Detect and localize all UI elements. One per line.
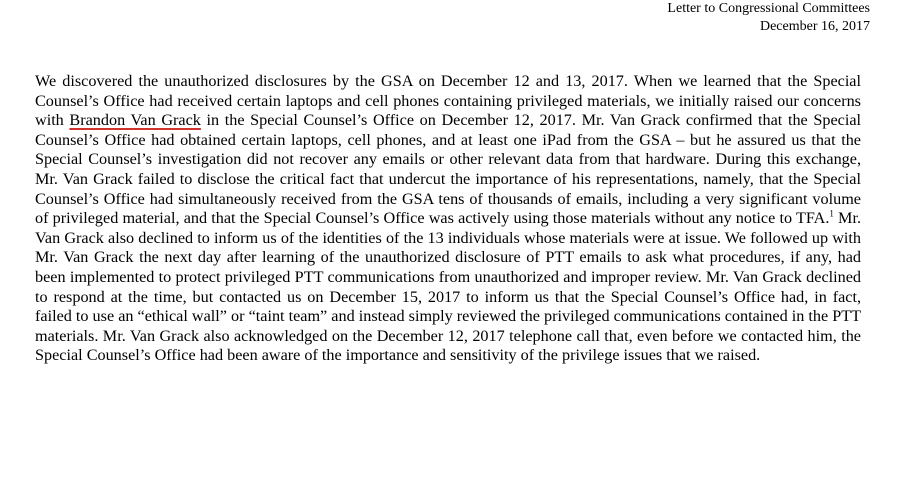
header-date: December 16, 2017 xyxy=(759,19,870,34)
footnote-reference: 1 xyxy=(829,208,834,219)
paragraph-text-1: We discovered the unauthorized disclosures by the GSA on December 12 and 13, 2017. When we learned that the Special Counsel’s Office had received certain laptops and cell phones containing privileged materials, we initially raised our concerns with xyxy=(35,72,861,130)
body-paragraph xyxy=(35,72,861,366)
header-title: Letter to Congressional Committees xyxy=(667,1,870,16)
letter-header xyxy=(667,0,870,36)
paragraph-text-3: Mr. Van Grack also declined to inform us of the identities of the 13 individuals whose materials were at issue. We followed up with Mr. Van Grack the next day after learning of the unauthorized disclosure of PTT emails to ask what procedures, if any, had been implemented to protect privileged PTT communications from unauthorized and improper review. Mr. Van Grack declined to respond at the time, but contacted us on December 15, 2017 to inform us that the Special Counsel’s Office had, in fact, failed to use an “ethical wall” or “taint team” and instead simply reviewed the privileged communications contained in the PTT materials. Mr. Van Grack also acknowledged on the December 12, 2017 telephone call that, even before we contacted him, the Special Counsel’s Office had been aware of the importance and sensitivity of the privilege issues that we raised. xyxy=(35,209,861,365)
paragraph-text-2: in the Special Counsel’s Office on December 12, 2017. Mr. Van Grack confirmed that the Special Counsel’s Office had obtained certain laptops, cell phones, and at least one iPad from the GSA – but he assured us that the Special Counsel’s investigation did not recover any emails or other relevant data from that hardware. During this exchange, Mr. Van Grack failed to disclose the critical fact that undercut the importance of his representations, namely, that the Special Counsel’s Office had simultaneously received from the GSA tens of thousands of emails, including a very significant volume of privileged material, and that the Special Counsel’s Office was actively using those materials without any notice to TFA. xyxy=(35,111,862,228)
highlighted-name: Brandon Van Grack xyxy=(69,111,201,130)
